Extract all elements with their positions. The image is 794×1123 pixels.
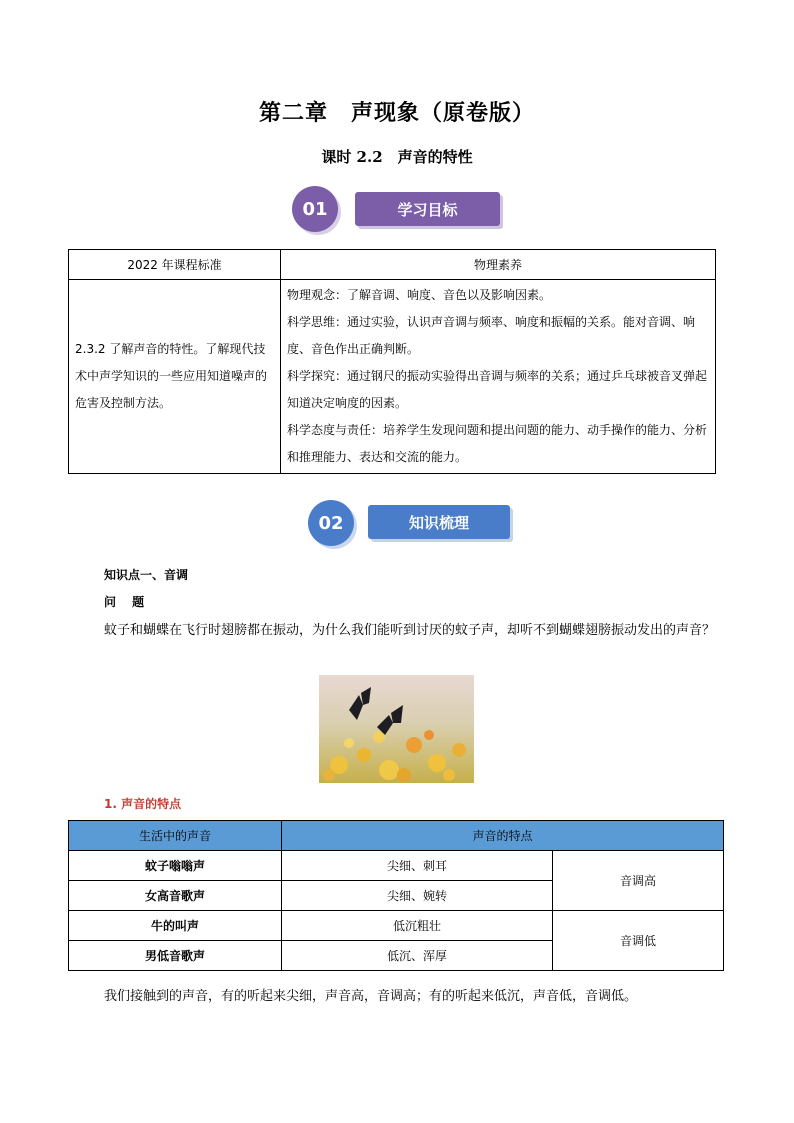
pitch-group-cell: 音调低 — [553, 911, 724, 971]
lesson-subtitle: 课时 2.2 声音的特性 — [321, 148, 473, 166]
feature-cell: 尖细、刺耳 — [282, 851, 553, 881]
goals-table — [68, 249, 716, 474]
question-text: 蚊子和蝴蝶在飞行时翅膀都在振动，为什么我们能听到讨厌的蚊子声，却听不到蝴蝶翅膀振动发出的声音？ — [104, 623, 716, 638]
goals-header-standard: 2022 年课程标准 — [69, 250, 281, 280]
literacy-item: 科学态度与责任：培养学生发现问题和提出问题的能力、动手操作的能力、分析和推理能力、表达和交流的能力。 — [287, 423, 708, 464]
features-header-sound: 生活中的声音 — [69, 821, 282, 851]
sound-cell: 女高音歌声 — [69, 881, 282, 911]
section-number: 02 — [308, 500, 354, 546]
sound-features-table — [68, 820, 724, 971]
goals-literacy-cell — [281, 280, 716, 474]
goals-standard-cell — [69, 280, 281, 474]
literacy-item: 物理观念：了解音调、响度、音色以及影响因素。 — [287, 288, 552, 302]
section-label: 学习目标 — [355, 192, 500, 226]
literacy-item: 科学思维：通过实验，认识声音调与频率、响度和振幅的关系。能对音调、响度、音色作出正确判断。 — [287, 315, 696, 356]
sound-cell: 男低音歌声 — [69, 941, 282, 971]
pitch-group-cell: 音调高 — [553, 851, 724, 911]
section-label: 知识梳理 — [368, 505, 510, 539]
feature-cell: 低沉粗壮 — [282, 911, 553, 941]
feature-cell: 低沉、浑厚 — [282, 941, 553, 971]
section-number: 01 — [292, 186, 338, 232]
features-header-feature: 声音的特点 — [282, 821, 724, 851]
butterfly-flower-photo — [319, 675, 474, 783]
feature-cell: 尖细、婉转 — [282, 881, 553, 911]
butterfly-image — [319, 675, 474, 783]
sound-cell: 蚊子嗡嗡声 — [69, 851, 282, 881]
page-title: 第二章 声现象（原卷版） — [258, 100, 535, 126]
literacy-item: 科学探究：通过钢尺的振动实验得出音调与频率的关系；通过乒乓球被音叉弹起知道决定响度的因素。 — [287, 369, 708, 410]
knowledge-point-heading: 知识点一、音调 — [104, 568, 189, 582]
conclusion-text: 我们接触到的声音，有的听起来尖细，声音高，音调高；有的听起来低沉，声音低，音调低。 — [104, 989, 638, 1004]
standard-text: 2.3.2 了解声音的特性。了解现代技术中声学知识的一些应用知道噪声的危害及控制方法。 — [75, 342, 268, 410]
question-label: 问 题 — [104, 595, 151, 609]
sound-cell: 牛的叫声 — [69, 911, 282, 941]
section-heading-sound-features: 1. 声音的特点 — [104, 797, 182, 811]
goals-header-literacy: 物理素养 — [281, 250, 716, 280]
